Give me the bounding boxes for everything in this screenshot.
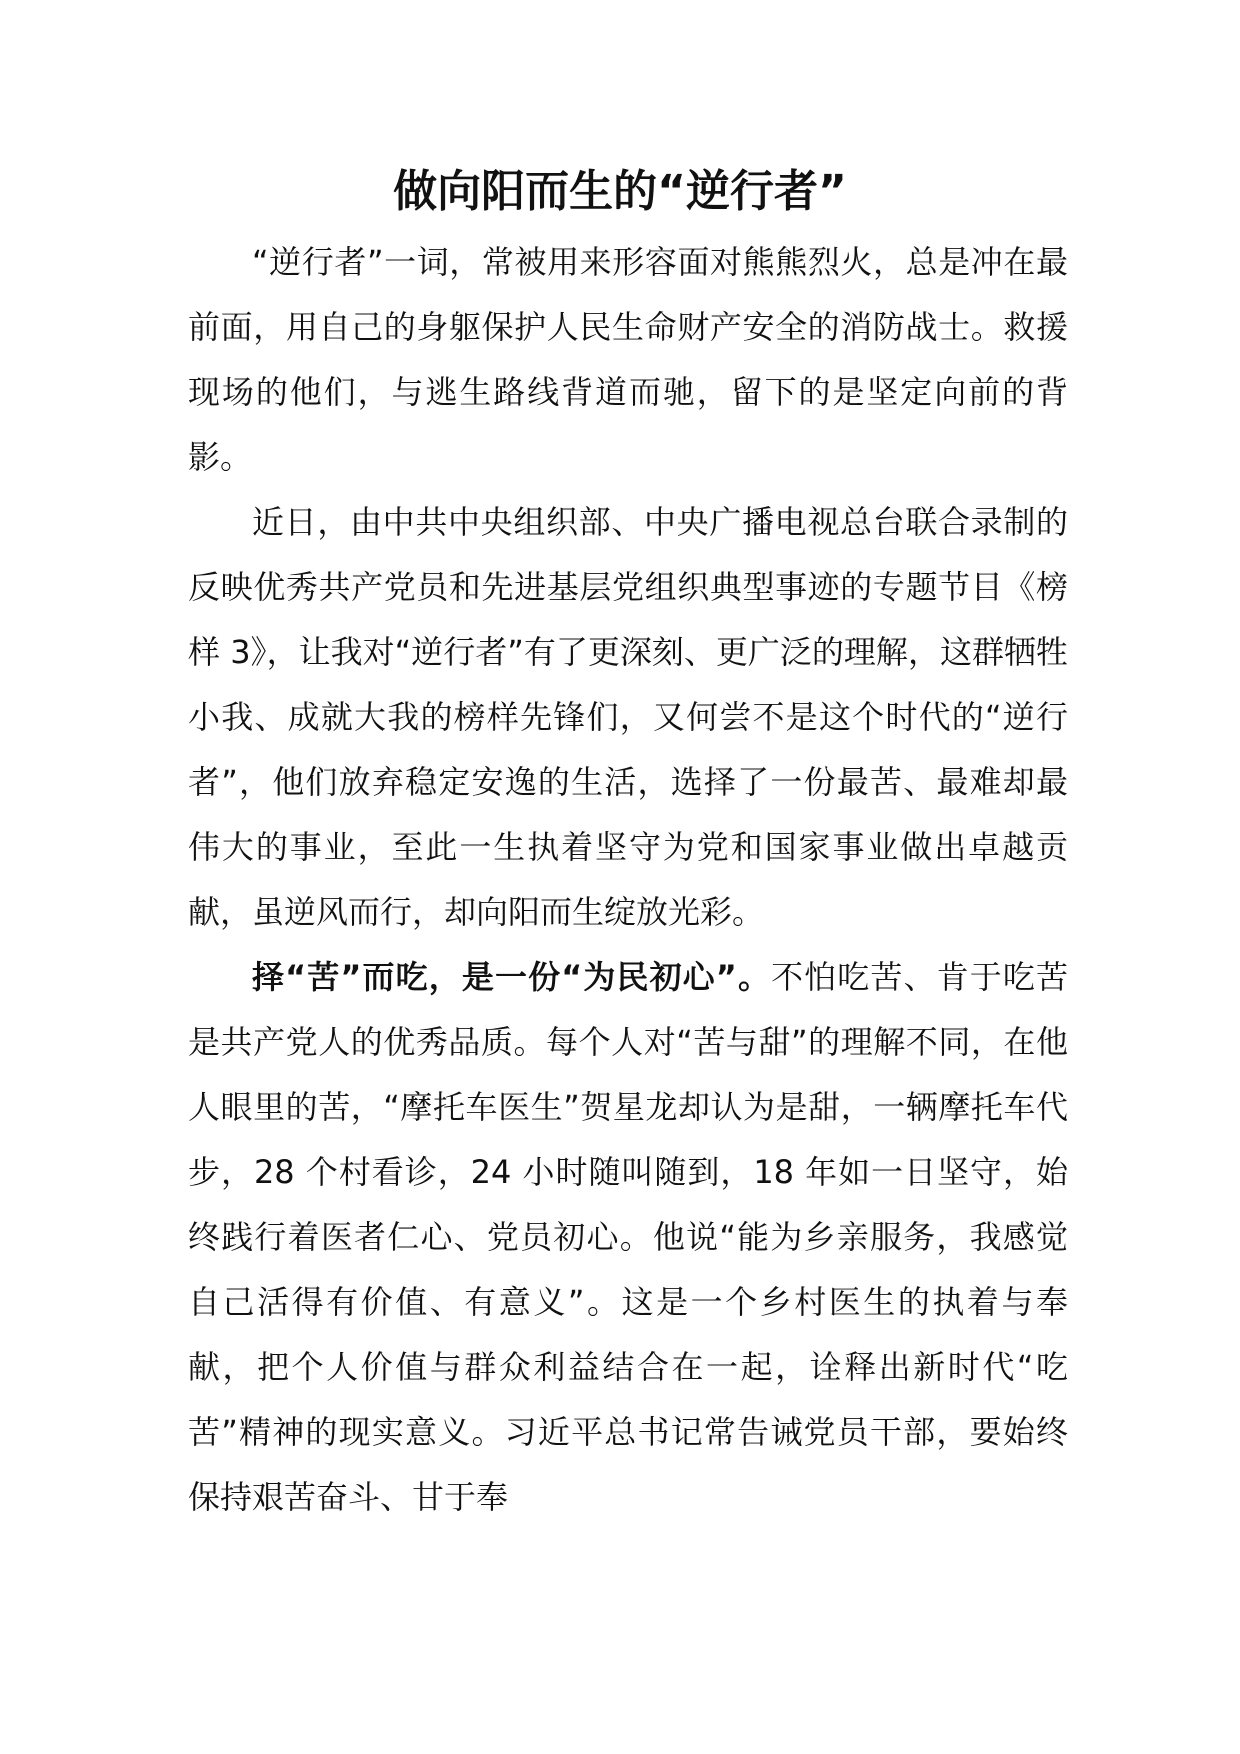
document-title: 做向阳而生的“逆行者” bbox=[393, 166, 847, 217]
paragraph-2-text: 近日，由中共中央组织部、中央广播电视总台联合录制的反映优秀共产党员和先进基层党组织典型事迹的专题节目《榜样 3》，让我对“逆行者”有了更深刻、更广泛的理解，这群牺牲小我、成就大我的榜样先锋们，又何尝不是这个时代的“逆行者”，他们放弃稳定安逸的生活，选择了一份最苦、最难却最伟大的事业，至此一生执着坚守为党和国家事业做出卓越贡献，虽逆风而行，却向阳而生绽放光彩。 bbox=[188, 503, 1068, 931]
paragraph-2 bbox=[188, 490, 1068, 945]
paragraph-1 bbox=[188, 230, 1068, 490]
paragraph-3-lead: 择“苦”而吃，是一份“为民初心”。 bbox=[252, 958, 772, 996]
paragraph-3 bbox=[188, 945, 1068, 1530]
paragraph-3-text: 不怕吃苦、肯于吃苦是共产党人的优秀品质。每个人对“苦与甜”的理解不同，在他人眼里的苦，“摩托车医生”贺星龙却认为是甜，一辆摩托车代步，28 个村看诊，24 小时随叫随到，18 年如一日坚守，始终践行着医者仁心、党员初心。他说“能为乡亲服务，我感觉自己活得有价值、有意义”。这是一个乡村医生的执着与奉献，把个人价值与群众利益结合在一起，诠释出新时代“吃苦”精神的现实意义。习近平总书记常告诫党员干部，要始终保持艰苦奋斗、甘于奉 bbox=[188, 958, 1068, 1516]
paragraph-1-text: “逆行者”一词，常被用来形容面对熊熊烈火，总是冲在最前面，用自己的身躯保护人民生命财产安全的消防战士。救援现场的他们，与逃生路线背道而驰，留下的是坚定向前的背影。 bbox=[188, 243, 1068, 476]
document-body bbox=[188, 230, 1068, 1530]
